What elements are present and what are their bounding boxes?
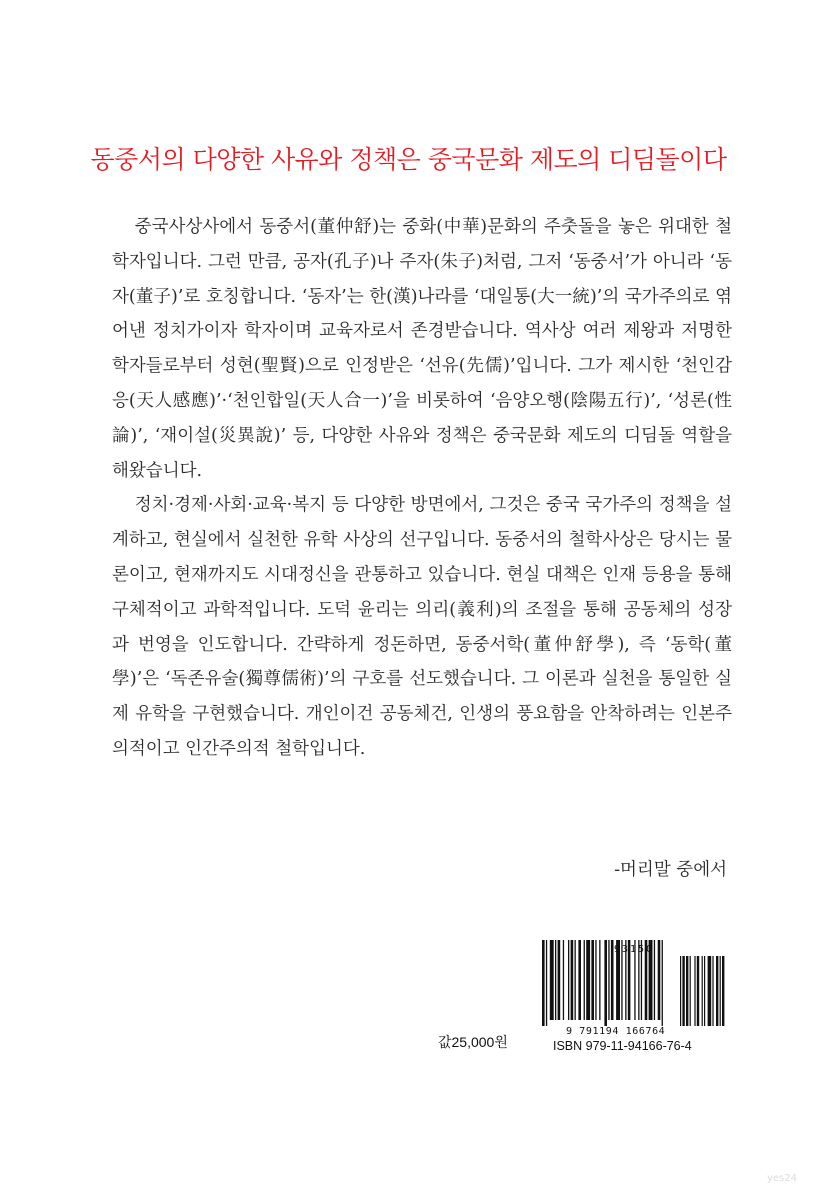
addon-bar: [704, 956, 705, 1026]
cover-headline: 동중서의 다양한 사유와 정책은 중국문화 제도의 디딤돌이다: [90, 145, 727, 174]
barcode-bar: [608, 940, 609, 1020]
barcode-bar: [658, 940, 661, 1020]
barcode-bar: [591, 940, 594, 1020]
barcode-bar: [604, 940, 607, 1026]
addon-bar: [694, 956, 695, 1026]
barcode-bar: [575, 940, 576, 1020]
barcode-bar: [546, 940, 547, 1026]
preface-excerpt: [112, 210, 732, 767]
barcode-bar: [595, 940, 596, 1020]
addon-bar: [690, 956, 691, 1026]
addon-bar: [720, 956, 721, 1026]
watermark-logo: yes24: [766, 1173, 797, 1184]
barcode-digits: 9 791194 166764: [566, 1026, 666, 1037]
addon-bar: [702, 956, 703, 1026]
barcode-bar: [571, 940, 574, 1020]
barcode-bar: [558, 940, 561, 1020]
addon-bar: [686, 956, 688, 1026]
addon-bar: [722, 956, 724, 1026]
barcode-bar: [555, 940, 556, 1020]
barcode-bar: [662, 940, 663, 1026]
barcode-bar: [584, 940, 585, 1020]
addon-bar: [697, 956, 699, 1026]
barcode-bar: [563, 940, 564, 1020]
addon-bar: [708, 956, 712, 1026]
barcode-bar: [586, 940, 590, 1020]
addon-bar: [680, 956, 681, 1026]
addon-bar: [682, 956, 684, 1026]
preface-paragraph-1: 중국사상사에서 동중서(董仲舒)는 중화(中華)문화의 주춧돌을 놓은 위대한 철학자입니다. 그런 만큼, 공자(孔子)나 주자(朱子)처럼, 그저 ‘동중서’가 아니라 ‘동자(董子)’로 호칭합니다. ‘동자’는 한(漢)나라를 ‘대일통(大一統)’의 국가주의로 엮어낸 정치가이자 학자이며 교육자로서 존경받습니다. 역사상 여러 제왕과 저명한 학자들로부터 성현(聖賢)으로 인정받은 ‘선유(先儒)’입니다. 그가 제시한 ‘천인감응(天人感應)’·‘천인합일(天人合一)’을 비롯하여 ‘음양오행(陰陽五行)’, ‘성론(性論)’, ‘재이설(災異說)’ 등, 다양한 사유와 정책은 중국문화 제도의 디딤돌 역할을 해왔습니다.: [112, 217, 732, 481]
barcode-addon-digits: 93150: [614, 944, 655, 955]
barcode-bar: [578, 940, 581, 1020]
barcode-bar: [568, 940, 569, 1020]
barcode-bar: [542, 940, 545, 1026]
isbn-number: ISBN 979-11-94166-76-4: [553, 1039, 692, 1053]
price-label: 값25,000원: [438, 1034, 508, 1050]
barcode-bar: [550, 940, 554, 1020]
preface-paragraph-2: 정치·경제·사회·교육·복지 등 다양한 방면에서, 그것은 중국 국가주의 정책을 설계하고, 현실에서 실천한 유학 사상의 선구입니다. 동중서의 철학사상은 당시는 물론이고, 현재까지도 시대정신을 관통하고 있습니다. 현실 대책은 인재 등용을 통해 구체적이고 과학적입니다. 도덕 윤리는 의리(義利)의 조절을 통해 공동체의 성장과 번영을 인도합니다. 간략하게 정돈하면, 동중서학(董仲舒學), 즉 ‘동학(董學)’은 ‘독존유술(獨尊儒術)’의 구호를 선도했습니다. 그 이론과 실천을 통일한 실제 유학을 구현했습니다. 개인이건 공동체건, 인생의 풍요함을 안착하려는 인본주의적이고 인간주의적 철학입니다.: [112, 495, 732, 759]
barcode-bar: [599, 940, 600, 1020]
addon-bar: [716, 956, 718, 1026]
addon-bar: [712, 956, 713, 1026]
excerpt-source: -머리말 중에서: [614, 860, 727, 880]
